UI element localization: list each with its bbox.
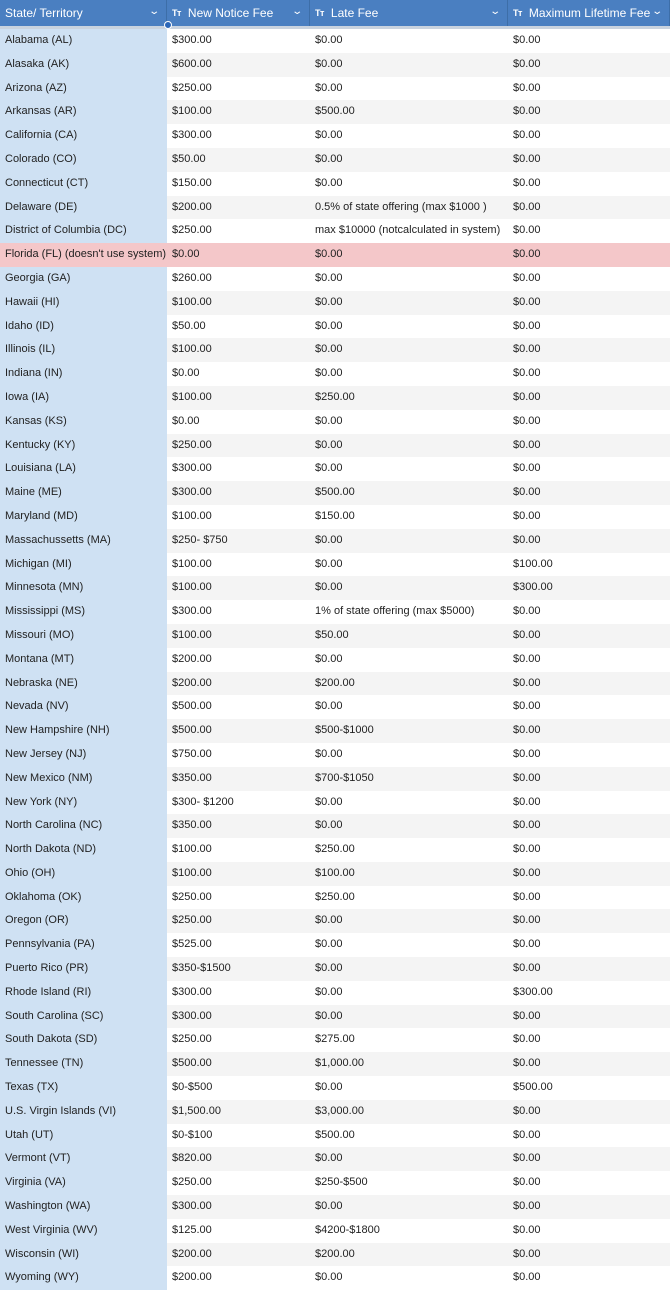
state-cell[interactable]: Maryland (MD): [0, 505, 167, 529]
table-row[interactable]: [0, 124, 670, 148]
maximum-lifetime-fee-cell[interactable]: $0.00: [508, 862, 670, 886]
maximum-lifetime-fee-cell[interactable]: $0.00: [513, 700, 541, 713]
state-cell[interactable]: West Virginia (WV): [0, 1219, 167, 1243]
table-row[interactable]: [0, 315, 670, 339]
new-notice-fee-cell[interactable]: $300- $1200: [172, 795, 234, 808]
new-notice-fee-cell[interactable]: $200.00: [167, 196, 310, 220]
state-cell[interactable]: South Dakota (SD): [0, 1028, 167, 1052]
state-cell[interactable]: Illinois (IL): [0, 338, 167, 362]
table-row[interactable]: [0, 553, 670, 577]
maximum-lifetime-fee-cell[interactable]: $0.00: [508, 767, 670, 791]
maximum-lifetime-fee-cell[interactable]: $0.00: [513, 1223, 541, 1236]
late-fee-cell[interactable]: $250.00: [310, 386, 508, 410]
late-fee-cell[interactable]: $0.00: [310, 291, 508, 315]
state-cell[interactable]: Washington (WA): [0, 1195, 167, 1219]
maximum-lifetime-fee-cell[interactable]: $0.00: [508, 148, 670, 172]
new-notice-fee-cell[interactable]: $1,500.00: [167, 1100, 310, 1124]
state-cell[interactable]: North Dakota (ND): [0, 838, 167, 862]
table-row[interactable]: [0, 1076, 670, 1100]
table-row[interactable]: [0, 410, 670, 434]
late-fee-cell[interactable]: $0.00: [310, 243, 508, 267]
state-cell[interactable]: Alasaka (AK): [0, 53, 167, 77]
late-fee-cell[interactable]: $500.00: [310, 100, 508, 124]
new-notice-fee-cell[interactable]: $0-$500: [172, 1081, 213, 1094]
late-fee-cell[interactable]: $0.00: [315, 367, 343, 380]
new-notice-fee-cell[interactable]: $125.00: [172, 1223, 212, 1236]
new-notice-fee-cell[interactable]: $750.00: [172, 747, 212, 760]
late-fee-cell[interactable]: $0.00: [310, 814, 508, 838]
late-fee-cell[interactable]: $0.00: [310, 957, 508, 981]
table-row[interactable]: [0, 219, 670, 243]
new-notice-fee-cell[interactable]: $250.00: [172, 890, 212, 903]
new-notice-fee-cell[interactable]: $300.00: [172, 34, 212, 46]
table-row[interactable]: [0, 624, 670, 648]
late-fee-cell[interactable]: $0.00: [315, 1081, 343, 1094]
new-notice-fee-cell[interactable]: $250.00: [172, 1033, 212, 1046]
table-row[interactable]: [0, 1052, 670, 1076]
late-fee-cell[interactable]: $0.00: [310, 576, 508, 600]
state-cell[interactable]: Tennessee (TN): [0, 1052, 167, 1076]
state-cell[interactable]: Idaho (ID): [0, 315, 167, 339]
state-cell[interactable]: Wisconsin (WI): [0, 1243, 167, 1267]
late-fee-cell[interactable]: $0.00: [310, 53, 508, 77]
late-fee-cell[interactable]: $250.00: [315, 843, 355, 856]
late-fee-cell[interactable]: max $10000 (notcalculated in system): [315, 224, 501, 237]
state-cell[interactable]: Mississippi (MS): [0, 600, 167, 624]
table-row[interactable]: [0, 338, 670, 362]
maximum-lifetime-fee-cell[interactable]: $0.00: [513, 843, 541, 856]
late-fee-cell[interactable]: $0.00: [315, 747, 343, 760]
new-notice-fee-cell[interactable]: $100.00: [167, 386, 310, 410]
maximum-lifetime-fee-cell[interactable]: $0.00: [513, 1033, 541, 1046]
state-cell[interactable]: Florida (FL) (doesn't use system): [0, 243, 167, 267]
new-notice-fee-cell[interactable]: $350.00: [167, 814, 310, 838]
maximum-lifetime-fee-cell[interactable]: $0.00: [508, 291, 670, 315]
table-row[interactable]: [0, 243, 670, 267]
table-row[interactable]: [0, 1100, 670, 1124]
state-cell[interactable]: Delaware (DE): [0, 196, 167, 220]
table-row[interactable]: [0, 767, 670, 791]
table-row[interactable]: [0, 386, 670, 410]
table-row[interactable]: [0, 1266, 670, 1290]
maximum-lifetime-fee-cell[interactable]: $0.00: [508, 1100, 670, 1124]
maximum-lifetime-fee-cell[interactable]: $0.00: [508, 1147, 670, 1171]
maximum-lifetime-fee-cell[interactable]: $0.00: [508, 957, 670, 981]
new-notice-fee-cell[interactable]: $350.00: [167, 767, 310, 791]
table-row[interactable]: [0, 909, 670, 933]
state-cell[interactable]: Hawaii (HI): [0, 291, 167, 315]
maximum-lifetime-fee-cell[interactable]: $0.00: [508, 672, 670, 696]
state-cell[interactable]: Ohio (OH): [0, 862, 167, 886]
state-cell[interactable]: Louisiana (LA): [0, 457, 167, 481]
late-fee-cell[interactable]: $200.00: [310, 1243, 508, 1267]
new-notice-fee-cell[interactable]: $200.00: [172, 1271, 212, 1284]
maximum-lifetime-fee-cell[interactable]: $0.00: [508, 1052, 670, 1076]
state-cell[interactable]: Oregon (OR): [0, 909, 167, 933]
state-cell[interactable]: Michigan (MI): [0, 553, 167, 577]
maximum-lifetime-fee-cell[interactable]: $0.00: [508, 196, 670, 220]
new-notice-fee-cell[interactable]: $500.00: [167, 1052, 310, 1076]
maximum-lifetime-fee-cell[interactable]: $0.00: [508, 814, 670, 838]
new-notice-fee-cell[interactable]: $0.00: [172, 414, 200, 427]
new-notice-fee-cell[interactable]: $250.00: [172, 1176, 212, 1189]
table-row[interactable]: [0, 481, 670, 505]
maximum-lifetime-fee-cell[interactable]: $0.00: [513, 1176, 541, 1189]
table-row[interactable]: [0, 1028, 670, 1052]
state-cell[interactable]: Puerto Rico (PR): [0, 957, 167, 981]
late-fee-cell[interactable]: $500.00: [315, 1128, 355, 1141]
late-fee-cell[interactable]: $100.00: [310, 862, 508, 886]
late-fee-cell[interactable]: $0.00: [315, 176, 343, 189]
maximum-lifetime-fee-cell[interactable]: $0.00: [513, 224, 541, 237]
state-cell[interactable]: Wyoming (WY): [0, 1266, 167, 1290]
table-row[interactable]: [0, 862, 670, 886]
new-notice-fee-cell[interactable]: $300.00: [167, 481, 310, 505]
new-notice-fee-cell[interactable]: $250.00: [172, 224, 212, 237]
late-fee-cell[interactable]: $0.00: [315, 34, 343, 46]
table-row[interactable]: [0, 695, 670, 719]
state-cell[interactable]: Texas (TX): [0, 1076, 167, 1100]
maximum-lifetime-fee-cell[interactable]: $0.00: [508, 338, 670, 362]
state-cell[interactable]: Virginia (VA): [0, 1171, 167, 1195]
late-fee-cell[interactable]: $0.00: [315, 271, 343, 284]
new-notice-fee-cell[interactable]: $0.00: [172, 367, 200, 380]
table-row[interactable]: [0, 434, 670, 458]
maximum-lifetime-fee-cell[interactable]: $0.00: [513, 795, 541, 808]
table-row[interactable]: [0, 362, 670, 386]
maximum-lifetime-fee-cell[interactable]: $0.00: [508, 386, 670, 410]
table-row[interactable]: [0, 196, 670, 220]
new-notice-fee-cell[interactable]: $250.00: [172, 81, 212, 94]
table-header: [0, 0, 670, 29]
table-row[interactable]: [0, 1219, 670, 1243]
maximum-lifetime-fee-cell[interactable]: $0.00: [508, 1005, 670, 1029]
state-cell[interactable]: Pennsylvania (PA): [0, 933, 167, 957]
table-row[interactable]: [0, 29, 670, 53]
maximum-lifetime-fee-cell[interactable]: $0.00: [513, 271, 541, 284]
table-body: [0, 29, 670, 1290]
state-cell[interactable]: Missouri (MO): [0, 624, 167, 648]
new-notice-fee-cell[interactable]: $250.00: [167, 909, 310, 933]
table-row[interactable]: [0, 933, 670, 957]
state-cell[interactable]: Nevada (NV): [0, 695, 167, 719]
late-fee-cell[interactable]: $0.00: [310, 148, 508, 172]
new-notice-fee-cell[interactable]: $50.00: [172, 319, 206, 332]
late-fee-cell[interactable]: $0.00: [310, 1005, 508, 1029]
state-cell[interactable]: Arkansas (AR): [0, 100, 167, 124]
late-fee-cell[interactable]: $0.00: [310, 338, 508, 362]
late-fee-cell[interactable]: $500-$1000: [310, 719, 508, 743]
state-cell[interactable]: Minnesota (MN): [0, 576, 167, 600]
table-row[interactable]: [0, 1124, 670, 1148]
state-cell[interactable]: Kentucky (KY): [0, 434, 167, 458]
new-notice-fee-cell[interactable]: $300.00: [172, 462, 212, 475]
late-fee-cell[interactable]: $200.00: [310, 672, 508, 696]
new-notice-fee-cell[interactable]: $0-$100: [172, 1128, 213, 1141]
table-row[interactable]: [0, 648, 670, 672]
maximum-lifetime-fee-cell[interactable]: $0.00: [508, 53, 670, 77]
late-fee-cell[interactable]: $1,000.00: [310, 1052, 508, 1076]
state-cell[interactable]: Nebraska (NE): [0, 672, 167, 696]
maximum-lifetime-fee-cell[interactable]: $0.00: [508, 1243, 670, 1267]
new-notice-fee-cell[interactable]: $300.00: [172, 129, 212, 142]
state-cell[interactable]: Connecticut (CT): [0, 172, 167, 196]
new-notice-fee-cell[interactable]: $250- $750: [167, 529, 310, 553]
late-fee-cell[interactable]: $0.00: [315, 462, 343, 475]
new-notice-fee-cell[interactable]: $300.00: [167, 1195, 310, 1219]
state-cell[interactable]: New Hampshire (NH): [0, 719, 167, 743]
state-cell[interactable]: Vermont (VT): [0, 1147, 167, 1171]
new-notice-fee-cell[interactable]: $820.00: [167, 1147, 310, 1171]
maximum-lifetime-fee-cell[interactable]: $0.00: [508, 434, 670, 458]
table-row[interactable]: [0, 77, 670, 101]
table-row[interactable]: [0, 814, 670, 838]
text-type-icon: Tт: [513, 8, 522, 18]
late-fee-cell[interactable]: $0.00: [315, 1271, 343, 1284]
chevron-down-icon[interactable]: ⌄: [650, 6, 663, 17]
column-header-label: Maximum Lifetime Fee: [528, 6, 651, 20]
new-notice-fee-cell[interactable]: $100.00: [167, 862, 310, 886]
late-fee-cell[interactable]: $700-$1050: [310, 767, 508, 791]
maximum-lifetime-fee-cell[interactable]: $0.00: [513, 509, 541, 522]
new-notice-fee-cell[interactable]: $100.00: [172, 843, 212, 856]
maximum-lifetime-fee-cell[interactable]: $0.00: [513, 938, 541, 951]
maximum-lifetime-fee-cell[interactable]: $0.00: [513, 176, 541, 189]
new-notice-fee-cell[interactable]: $200.00: [167, 1243, 310, 1267]
late-fee-cell[interactable]: $0.00: [315, 414, 343, 427]
state-cell[interactable]: New Jersey (NJ): [0, 743, 167, 767]
late-fee-cell[interactable]: $0.00: [310, 909, 508, 933]
table-row[interactable]: [0, 719, 670, 743]
table-row[interactable]: [0, 148, 670, 172]
new-notice-fee-cell[interactable]: $500.00: [172, 700, 212, 713]
chevron-down-icon[interactable]: ⌄: [147, 6, 160, 17]
maximum-lifetime-fee-cell[interactable]: $0.00: [513, 1271, 541, 1284]
late-fee-cell[interactable]: $0.00: [315, 557, 343, 570]
table-row[interactable]: [0, 957, 670, 981]
late-fee-cell[interactable]: $0.00: [315, 700, 343, 713]
new-notice-fee-cell[interactable]: $300.00: [172, 985, 212, 998]
maximum-lifetime-fee-cell[interactable]: $0.00: [513, 414, 541, 427]
table-row[interactable]: [0, 981, 670, 1005]
maximum-lifetime-fee-cell[interactable]: $300.00: [508, 576, 670, 600]
new-notice-fee-cell[interactable]: $0.00: [167, 243, 310, 267]
text-type-icon: Tт: [172, 8, 181, 18]
late-fee-cell[interactable]: $4200-$1800: [315, 1223, 380, 1236]
state-cell[interactable]: California (CA): [0, 124, 167, 148]
text-type-icon: Tт: [315, 8, 324, 18]
new-notice-fee-cell[interactable]: $100.00: [167, 338, 310, 362]
state-cell[interactable]: Kansas (KS): [0, 410, 167, 434]
state-cell[interactable]: Rhode Island (RI): [0, 981, 167, 1005]
table-row[interactable]: [0, 1195, 670, 1219]
new-notice-fee-cell[interactable]: $600.00: [167, 53, 310, 77]
state-cell[interactable]: Indiana (IN): [0, 362, 167, 386]
state-cell[interactable]: Colorado (CO): [0, 148, 167, 172]
state-cell[interactable]: North Carolina (NC): [0, 814, 167, 838]
maximum-lifetime-fee-cell[interactable]: $100.00: [513, 557, 553, 570]
late-fee-cell[interactable]: $250.00: [315, 890, 355, 903]
state-cell[interactable]: New Mexico (NM): [0, 767, 167, 791]
new-notice-fee-cell[interactable]: $525.00: [172, 938, 212, 951]
late-fee-cell[interactable]: 0.5% of state offering (max $1000 ): [310, 196, 508, 220]
new-notice-fee-cell[interactable]: $500.00: [167, 719, 310, 743]
maximum-lifetime-fee-cell[interactable]: $0.00: [513, 462, 541, 475]
late-fee-cell[interactable]: $150.00: [315, 509, 355, 522]
late-fee-cell[interactable]: $0.00: [310, 1195, 508, 1219]
late-fee-cell[interactable]: $275.00: [315, 1033, 355, 1046]
state-cell[interactable]: District of Columbia (DC): [0, 219, 167, 243]
maximum-lifetime-fee-cell[interactable]: $0.00: [513, 129, 541, 142]
maximum-lifetime-fee-cell[interactable]: $0.00: [508, 481, 670, 505]
late-fee-cell[interactable]: $0.00: [315, 985, 343, 998]
state-cell[interactable]: Georgia (GA): [0, 267, 167, 291]
table-row[interactable]: [0, 505, 670, 529]
late-fee-cell[interactable]: $50.00: [310, 624, 508, 648]
maximum-lifetime-fee-cell[interactable]: $0.00: [508, 529, 670, 553]
new-notice-fee-cell[interactable]: $250.00: [167, 434, 310, 458]
late-fee-cell[interactable]: $0.00: [310, 434, 508, 458]
maximum-lifetime-fee-cell[interactable]: $0.00: [508, 624, 670, 648]
state-cell[interactable]: U.S. Virgin Islands (VI): [0, 1100, 167, 1124]
late-fee-cell[interactable]: $0.00: [315, 652, 343, 665]
table-row[interactable]: [0, 838, 670, 862]
new-notice-fee-cell[interactable]: $100.00: [167, 291, 310, 315]
column-header-label: New Notice Fee: [187, 6, 274, 20]
table-row[interactable]: [0, 53, 670, 77]
late-fee-cell[interactable]: $0.00: [315, 81, 343, 94]
state-cell[interactable]: Massachussetts (MA): [0, 529, 167, 553]
state-cell[interactable]: Utah (UT): [0, 1124, 167, 1148]
maximum-lifetime-fee-cell[interactable]: $0.00: [508, 243, 670, 267]
table-row[interactable]: [0, 791, 670, 815]
late-fee-cell[interactable]: $500.00: [310, 481, 508, 505]
state-cell[interactable]: Oklahoma (OK): [0, 886, 167, 910]
column-header-late-fee[interactable]: [310, 0, 508, 26]
new-notice-fee-cell[interactable]: $100.00: [167, 100, 310, 124]
maximum-lifetime-fee-cell[interactable]: $0.00: [513, 319, 541, 332]
new-notice-fee-cell[interactable]: $300.00: [167, 1005, 310, 1029]
maximum-lifetime-fee-cell[interactable]: $0.00: [513, 81, 541, 94]
new-notice-fee-cell[interactable]: $100.00: [167, 624, 310, 648]
late-fee-cell[interactable]: $250-$500: [315, 1176, 368, 1189]
new-notice-fee-cell[interactable]: $50.00: [167, 148, 310, 172]
maximum-lifetime-fee-cell[interactable]: $0.00: [513, 890, 541, 903]
maximum-lifetime-fee-cell[interactable]: $500.00: [513, 1081, 553, 1094]
maximum-lifetime-fee-cell[interactable]: $0.00: [513, 652, 541, 665]
table-row[interactable]: [0, 1147, 670, 1171]
column-header-label: Late Fee: [330, 6, 379, 20]
maximum-lifetime-fee-cell[interactable]: $300.00: [513, 985, 553, 998]
new-notice-fee-cell[interactable]: $100.00: [172, 557, 212, 570]
maximum-lifetime-fee-cell[interactable]: $0.00: [513, 1128, 541, 1141]
table-row[interactable]: [0, 600, 670, 624]
state-cell[interactable]: Montana (MT): [0, 648, 167, 672]
column-header-label: State/ Territory: [5, 6, 83, 20]
new-notice-fee-cell[interactable]: $350-$1500: [167, 957, 310, 981]
table-row[interactable]: [0, 291, 670, 315]
chevron-down-icon[interactable]: ⌄: [290, 6, 303, 17]
new-notice-fee-cell[interactable]: $100.00: [172, 509, 212, 522]
table-row[interactable]: [0, 886, 670, 910]
maximum-lifetime-fee-cell[interactable]: $0.00: [508, 719, 670, 743]
column-header-new-notice-fee[interactable]: [167, 0, 310, 26]
table-row[interactable]: [0, 1243, 670, 1267]
maximum-lifetime-fee-cell[interactable]: $0.00: [508, 909, 670, 933]
selection-handle[interactable]: [164, 21, 172, 29]
table-row[interactable]: [0, 1005, 670, 1029]
table-row[interactable]: [0, 267, 670, 291]
table-row[interactable]: [0, 743, 670, 767]
state-cell[interactable]: Alabama (AL): [0, 29, 167, 53]
maximum-lifetime-fee-cell[interactable]: $0.00: [513, 747, 541, 760]
state-cell[interactable]: Maine (ME): [0, 481, 167, 505]
maximum-lifetime-fee-cell[interactable]: $0.00: [513, 605, 541, 618]
late-fee-cell[interactable]: 1% of state offering (max $5000): [315, 605, 475, 618]
new-notice-fee-cell[interactable]: $200.00: [167, 672, 310, 696]
table-row[interactable]: [0, 576, 670, 600]
column-header-state[interactable]: [0, 0, 167, 26]
late-fee-cell[interactable]: $0.00: [310, 529, 508, 553]
state-cell[interactable]: Arizona (AZ): [0, 77, 167, 101]
new-notice-fee-cell[interactable]: $100.00: [167, 576, 310, 600]
table-row[interactable]: [0, 457, 670, 481]
maximum-lifetime-fee-cell[interactable]: $0.00: [513, 34, 541, 46]
late-fee-cell[interactable]: $0.00: [310, 1147, 508, 1171]
new-notice-fee-cell[interactable]: $150.00: [172, 176, 212, 189]
late-fee-cell[interactable]: $0.00: [315, 795, 343, 808]
table-row[interactable]: [0, 100, 670, 124]
state-cell[interactable]: Iowa (IA): [0, 386, 167, 410]
late-fee-cell[interactable]: $3,000.00: [310, 1100, 508, 1124]
new-notice-fee-cell[interactable]: $200.00: [172, 652, 212, 665]
maximum-lifetime-fee-cell[interactable]: $0.00: [508, 100, 670, 124]
table-row[interactable]: [0, 1171, 670, 1195]
table-row[interactable]: [0, 672, 670, 696]
table-row[interactable]: [0, 529, 670, 553]
state-cell[interactable]: South Carolina (SC): [0, 1005, 167, 1029]
new-notice-fee-cell[interactable]: $260.00: [172, 271, 212, 284]
maximum-lifetime-fee-cell[interactable]: $0.00: [513, 367, 541, 380]
column-header-maximum-lifetime-fee[interactable]: [508, 0, 670, 26]
new-notice-fee-cell[interactable]: $300.00: [172, 605, 212, 618]
state-cell[interactable]: New York (NY): [0, 791, 167, 815]
table-row[interactable]: [0, 172, 670, 196]
maximum-lifetime-fee-cell[interactable]: $0.00: [508, 1195, 670, 1219]
chevron-down-icon[interactable]: ⌄: [488, 6, 501, 17]
late-fee-cell[interactable]: $0.00: [315, 938, 343, 951]
late-fee-cell[interactable]: $0.00: [315, 129, 343, 142]
late-fee-cell[interactable]: $0.00: [315, 319, 343, 332]
